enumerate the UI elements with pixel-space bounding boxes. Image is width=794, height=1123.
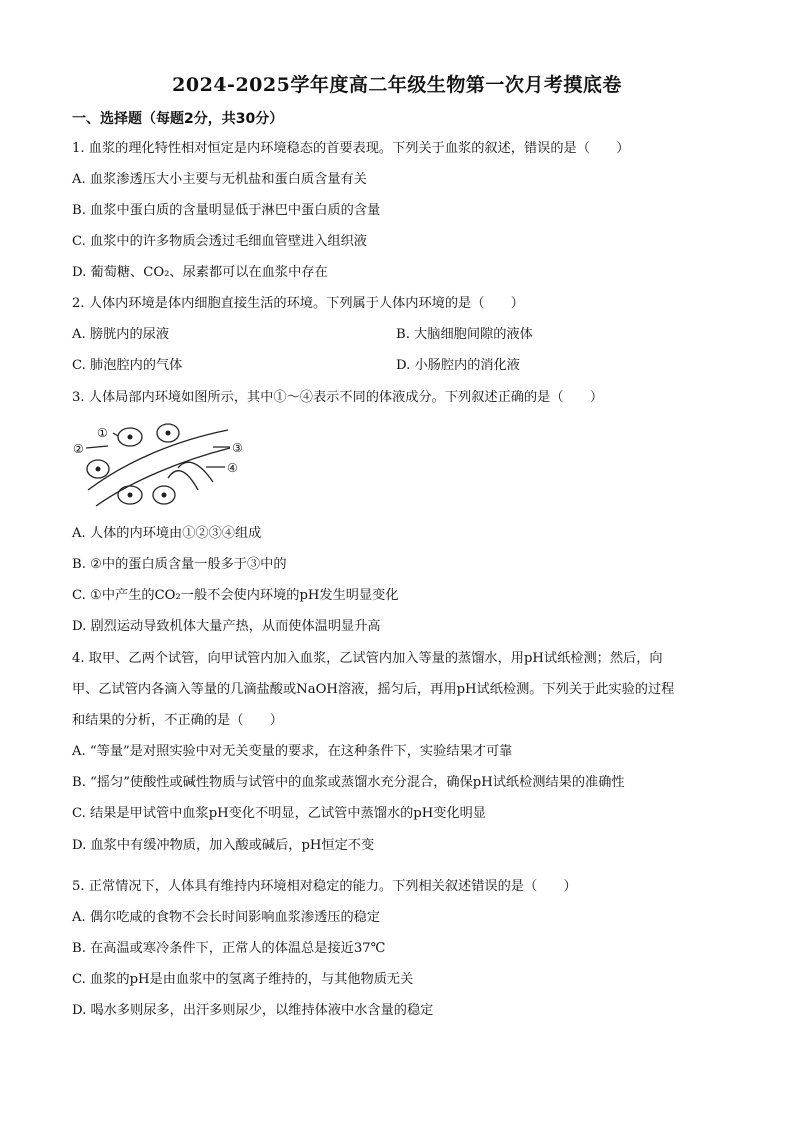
q3-body-fluid-diagram [68,420,248,520]
q3-option-c: C. ①中产生的CO₂一般不会使内环境的pH发生明显变化 [72,588,399,603]
label-3: ③ [232,441,243,455]
q4-option-a: A. “等量”是对照实验中对无关变量的要求，在这种条件下，实验结果才可靠 [72,744,513,759]
q4-stem-line-1: 4. 取甲、乙两个试管，向甲试管内加入血浆，乙试管内加入等量的蒸馏水，用pH试纸检测；然后，向 [72,651,663,666]
q3-option-a: A. 人体的内环境由①②③④组成 [72,526,262,541]
q1-option-d: D. 葡萄糖、CO₂、尿素都可以在血浆中存在 [72,265,328,280]
capillary-wall-upper [88,430,228,490]
label-1: ① [97,426,108,440]
q4-stem-line-3: 和结果的分析，不正确的是（ ） [72,713,283,728]
q4-option-b: B. “摇匀”使酸性或碱性物质与试管中的血浆或蒸馏水充分混合，确保pH试纸检测结果的准确性 [72,775,625,790]
section-heading: 一、选择题（每题2分，共30分） [72,111,284,127]
q4-option-d: D. 血浆中有缓冲物质，加入酸或碱后，pH恒定不变 [72,838,375,853]
q2-stem: 2. 人体内环境是体内细胞直接生活的环境。下列属于人体内环境的是（ ） [72,296,524,311]
q1-option-c: C. 血浆中的许多物质会透过毛细血管壁进入组织液 [72,234,367,249]
q2-option-b: B. 大脑细胞间隙的液体 [396,327,533,342]
page-title: 2024-2025学年度高二年级生物第一次月考摸底卷 [172,74,622,96]
label-4: ④ [227,461,238,475]
q2-option-c: C. 肺泡腔内的气体 [72,358,183,373]
q4-stem-line-2: 甲、乙试管内各滴入等量的几滴盐酸或NaOH溶液，摇匀后，再用pH试纸检测。下列关于此实验的过程 [72,682,675,697]
q1-option-a: A. 血浆渗透压大小主要与无机盐和蛋白质含量有关 [72,172,367,187]
q3-option-d: D. 剧烈运动导致机体大量产热，从而使体温明显升高 [72,619,381,634]
lymph-vessel-lower [168,471,198,490]
q3-option-b: B. ②中的蛋白质含量一般多于③中的 [72,557,287,572]
q2-option-a: A. 膀胱内的尿液 [72,327,170,342]
q5-option-a: A. 偶尔吃咸的食物不会长时间影响血浆渗透压的稳定 [72,910,381,925]
q2-option-d: D. 小肠腔内的消化液 [396,358,520,373]
q5-stem: 5. 正常情况下，人体具有维持内环境相对稳定的能力。下列相关叙述错误的是（ ） [72,879,577,894]
q5-option-c: C. 血浆的pH是由血浆中的氢离子维持的，与其他物质无关 [72,972,414,987]
q4-option-c: C. 结果是甲试管中血浆pH变化不明显，乙试管中蒸馏水的pH变化明显 [72,806,486,821]
q5-option-b: B. 在高温或寒冷条件下，正常人的体温总是接近37℃ [72,941,386,956]
q1-option-b: B. 血浆中蛋白质的含量明显低于淋巴中蛋白质的含量 [72,203,381,218]
q1-stem: 1. 血浆的理化特性相对恒定是内环境稳态的首要表现。下列关于血浆的叙述，错误的是（ ） [72,141,630,156]
q3-stem: 3. 人体局部内环境如图所示，其中①～④表示不同的体液成分。下列叙述正确的是（ ） [72,390,604,405]
label-2: ② [73,442,84,456]
q5-option-d: D. 喝水多则尿多，出汗多则尿少，以维持体液中水含量的稳定 [72,1003,434,1018]
